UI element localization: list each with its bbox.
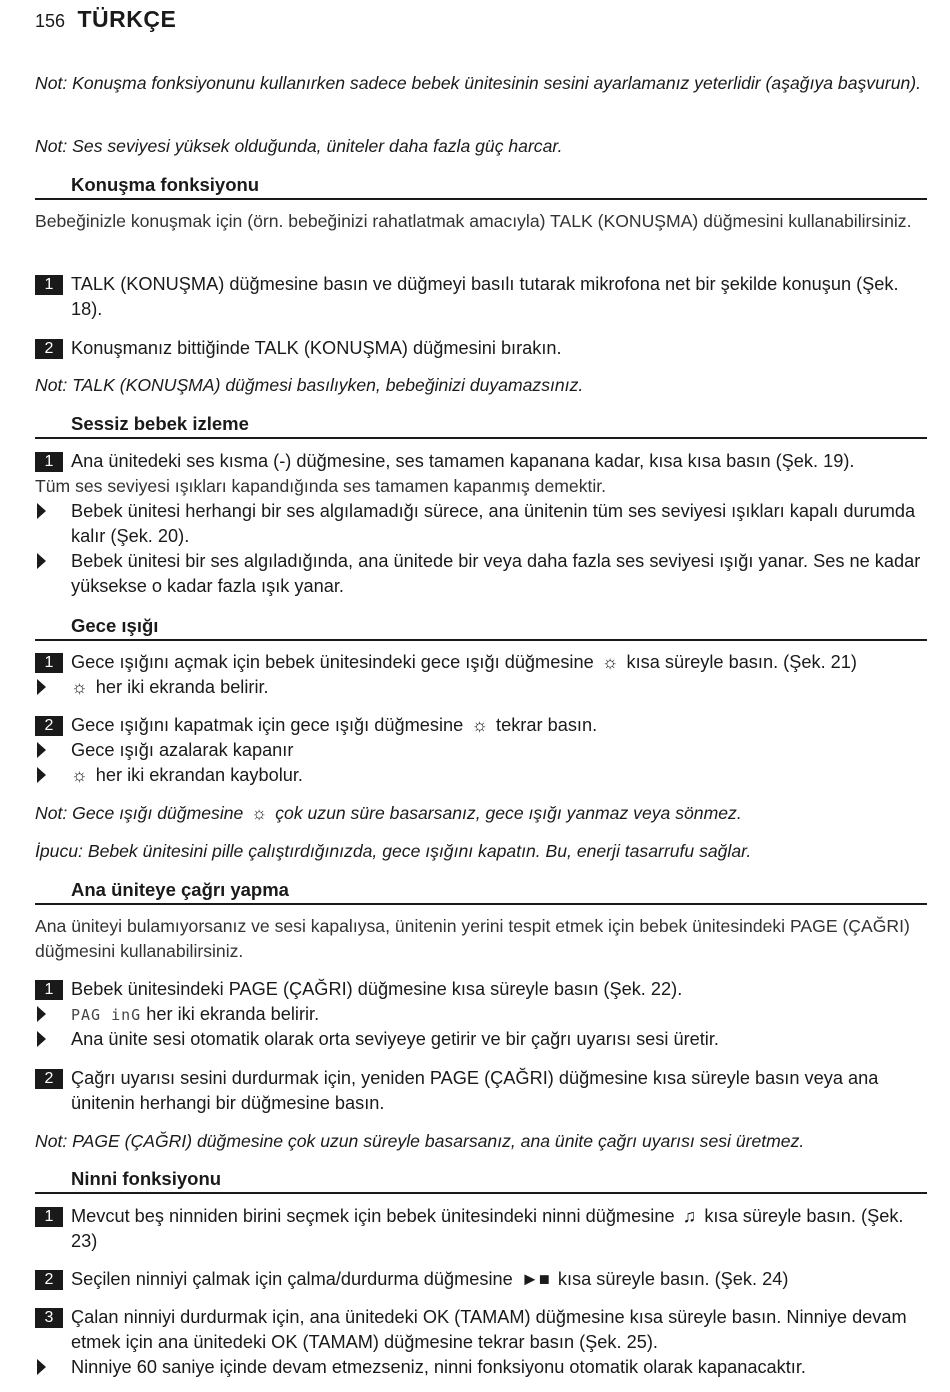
- step-number: 2: [35, 1270, 63, 1290]
- bullet-arrow-icon: [37, 767, 46, 783]
- bullet-paging-2: Ana ünite sesi otomatik olarak orta seviyeye getirir ve bir çağrı uyarısı sesi üretir.: [35, 1027, 927, 1052]
- section-heading-silent: Sessiz bebek izleme: [35, 411, 927, 439]
- note-talk-listen: Not: TALK (KONUŞMA) düğmesi basılıyken, bebeğinizi duyamazsınız.: [35, 375, 584, 395]
- bullet-arrow-icon: [37, 1359, 46, 1375]
- bullet-paging-1: PAG inG her iki ekranda belirir.: [35, 1002, 927, 1028]
- step-number: 2: [35, 1069, 63, 1089]
- bullet-arrow-icon: [37, 1006, 46, 1022]
- bullet-arrow-icon: [37, 742, 46, 758]
- note-power-consumption: Not: Ses seviyesi yüksek olduğunda, üniteler daha fazla güç harcar.: [35, 136, 563, 156]
- step-number: 1: [35, 980, 63, 1000]
- sun-icon: ☼: [601, 652, 619, 672]
- sun-icon: ☼: [471, 715, 488, 735]
- step-lullaby-3: 3 Çalan ninniyi durdurmak için, ana ünitedeki OK (TAMAM) düğmesine kısa süreyle basın. Ninniye devam etmek için ana ünitedeki OK (TAMAM) düğmesine tekrar basın (Şek. 25).: [35, 1305, 927, 1355]
- section-heading-lullaby: Ninni fonksiyonu: [35, 1166, 927, 1194]
- bullet-nightlight-1: ☼ her iki ekranda belirir.: [35, 675, 927, 700]
- step-nightlight-2: 2 Gece ışığını kapatmak için gece ışığı düğmesine ☼ tekrar basın.: [35, 713, 927, 738]
- step-talk-2: 2 Konuşmanız bittiğinde TALK (KONUŞMA) düğmesini bırakın.: [35, 336, 927, 361]
- page-language-title: TÜRKÇE: [77, 6, 177, 32]
- sun-icon: ☼: [71, 677, 88, 697]
- tip-battery: İpucu: Bebek ünitesini pille çalıştırdığınızda, gece ışığını kapatın. Bu, enerji tasarrufu sağlar.: [35, 841, 752, 861]
- step-lullaby-1: 1 Mevcut beş ninniden birini seçmek için bebek ünitesindeki ninni düğmesine ♫ kısa süreyle basın. (Şek. 23): [35, 1204, 927, 1254]
- step-number: 1: [35, 275, 63, 295]
- bullet-arrow-icon: [37, 553, 46, 569]
- step-silent-1: 1 Ana ünitedeki ses kısma (-) düğmesine, ses tamamen kapanana kadar, kısa kısa basın (Şek. 19).: [35, 449, 927, 474]
- step-lullaby-2: 2 Seçilen ninniyi çalmak için çalma/durdurma düğmesine ►■ kısa süreyle basın. (Şek. 24): [35, 1267, 927, 1292]
- bullet-silent-1: Bebek ünitesi herhangi bir ses algılamadığı sürece, ana ünitenin tüm ses seviyesi ışıkları kapalı durumda kalır (Şek. 20).: [35, 499, 927, 549]
- bullet-lullaby-1: Ninniye 60 saniye içinde devam etmezseniz, ninni fonksiyonu otomatik olarak kapanacaktır.: [35, 1355, 927, 1380]
- lcd-display-text: PAG inG: [71, 1006, 142, 1024]
- step-paging-1: 1 Bebek ünitesindeki PAGE (ÇAĞRI) düğmesine kısa süreyle basın (Şek. 22).: [35, 977, 927, 1002]
- step-number: 1: [35, 452, 63, 472]
- step-number: 3: [35, 1308, 63, 1328]
- section-heading-paging: Ana üniteye çağrı yapma: [35, 877, 927, 905]
- bullet-arrow-icon: [37, 679, 46, 695]
- sun-icon: ☼: [71, 765, 88, 785]
- paragraph-silent-info: Tüm ses seviyesi ışıkları kapandığında ses tamamen kapanmış demektir.: [35, 476, 607, 496]
- step-number: 2: [35, 716, 63, 736]
- sun-icon: ☼: [251, 803, 268, 823]
- note-talk-volume: Not: Konuşma fonksiyonunu kullanırken sadece bebek ünitesinin sesini ayarlamanız yeterlidir (aşağıya başvurun).: [35, 73, 922, 93]
- paragraph-talk-intro: Bebeğinizle konuşmak için (örn. bebeğinizi rahatlatmak amacıyla) TALK (KONUŞMA) düğmesini kullanabilirsiniz.: [35, 211, 912, 231]
- section-heading-nightlight: Gece ışığı: [35, 613, 927, 641]
- bullet-arrow-icon: [37, 503, 46, 519]
- step-number: 2: [35, 339, 63, 359]
- page-number: 156: [35, 11, 66, 31]
- music-note-icon: ♫: [682, 1206, 697, 1226]
- play-pause-icon: ►■: [520, 1269, 550, 1289]
- section-heading-talk: Konuşma fonksiyonu: [35, 172, 927, 200]
- note-nightlight-hold: Not: Gece ışığı düğmesine ☼ çok uzun süre basarsanız, gece ışığı yanmaz veya sönmez.: [35, 801, 927, 826]
- paragraph-paging-intro: Ana üniteyi bulamıyorsanız ve sesi kapalıysa, ünitenin yerini tespit etmek için bebek ünitesindeki PAGE (ÇAĞRI) düğmesini kullanabilirsiniz.: [35, 916, 910, 961]
- step-number: 1: [35, 1207, 63, 1227]
- note-paging-hold: Not: PAGE (ÇAĞRI) düğmesine çok uzun süreyle basarsanız, ana ünite çağrı uyarısı sesi üretmez.: [35, 1131, 805, 1151]
- step-nightlight-1: 1 Gece ışığını açmak için bebek ünitesindeki gece ışığı düğmesine ☼ kısa süreyle basın. (Şek. 21): [35, 650, 927, 675]
- bullet-nightlight-3: ☼ her iki ekrandan kaybolur.: [35, 763, 927, 788]
- bullet-arrow-icon: [37, 1031, 46, 1047]
- step-talk-1: 1 TALK (KONUŞMA) düğmesine basın ve düğmeyi basılı tutarak mikrofona net bir şekilde konuşun (Şek. 18).: [35, 272, 927, 322]
- page-header: [35, 6, 176, 33]
- bullet-nightlight-2: Gece ışığı azalarak kapanır: [35, 738, 927, 763]
- step-number: 1: [35, 653, 63, 673]
- step-paging-2: 2 Çağrı uyarısı sesini durdurmak için, yeniden PAGE (ÇAĞRI) düğmesine kısa süreyle basın veya ana ünitenin herhangi bir düğmesine basın.: [35, 1066, 927, 1116]
- bullet-silent-2: Bebek ünitesi bir ses algıladığında, ana ünitede bir veya daha fazla ses seviyesi ışığı yanar. Ses ne kadar yüksekse o kadar fazla ışık yanar.: [35, 549, 927, 599]
